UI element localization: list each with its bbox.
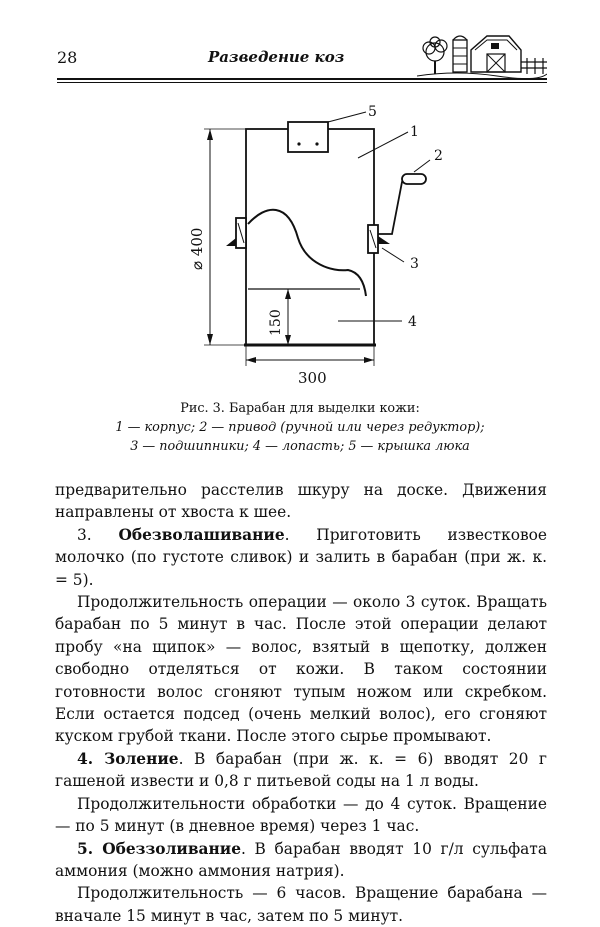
step-heading: Обезволашивание	[118, 525, 285, 544]
caption-legend-line: 3 — подшипники; 4 — лопасть; 5 — крышка люка	[130, 439, 470, 454]
paragraph: Продолжительность операции — около 3 суток. Вращать барабан по 5 минут в час. После этой операции делают пробу «на щипок» — волос, взятый в щепотку, должен свободно отделяться от кожи. В таком состоянии готовности волос сгоняют тупым ножом или скребком. Если остается подсед (очень мелкий волос), его сгоняют куском грубой ткани. После этого сырье промывают.	[55, 593, 547, 746]
callout-4: 4	[408, 314, 417, 330]
blade-curve	[248, 210, 366, 296]
drive-crank	[378, 182, 410, 234]
dim-height-label: ⌀ 400	[188, 227, 206, 270]
paragraph-step-3: 3. Обезволашивание. Приготовить известковое молочко (по густоте сливок) и залить в барабан (при ж. к. = 5).	[55, 525, 547, 589]
callout-2: 2	[434, 148, 443, 164]
page-number: 28	[57, 48, 78, 67]
header-rule	[57, 78, 547, 80]
callout-3: 3	[410, 256, 419, 272]
paragraph: Продолжительность — 6 часов. Вращение барабана — вначале 15 минут в час, затем по 5 минут.	[55, 884, 547, 925]
step-heading: 5.	[77, 839, 103, 858]
drum-body	[246, 129, 374, 345]
step-heading: Обеззоливание	[102, 839, 241, 858]
page-header	[57, 40, 547, 88]
caption-legend-line: 1 — корпус; 2 — привод (ручной или через редуктор);	[115, 420, 485, 435]
step-heading: 4.	[77, 749, 105, 768]
paragraph: предварительно расстелив шкуру на доске. Движения направлены от хвоста к шее.	[55, 481, 547, 522]
hatch-cover	[288, 122, 328, 152]
running-title: Разведение коз	[208, 48, 345, 66]
paragraph-step-5: 5. Обеззоливание. В барабан вводят 10 г/л сульфата аммония (можно аммония натрия).	[55, 839, 547, 880]
dim-width-label: 300	[298, 369, 327, 387]
header-rule-thin	[57, 82, 547, 83]
farm-vignette-illustration	[417, 34, 547, 80]
callout-1: 1	[410, 124, 419, 140]
body-text	[55, 479, 547, 927]
callout-5: 5	[368, 104, 377, 120]
paragraph-step-4: 4. Золение. В барабан (при ж. к. = 6) вводят 20 г гашеной извести и 0,8 г питьевой соды на 1 л воды.	[55, 749, 547, 791]
paragraph: Продолжительности обработки — до 4 суток. Вращение — по 5 минут (в дневное время) через 1 час.	[55, 794, 547, 836]
dim-inner-label: 150	[268, 309, 284, 336]
figure-drum-diagram	[170, 100, 470, 390]
caption-title: Рис. 3. Барабан для выделки кожи:	[180, 401, 420, 416]
step-heading: Золение	[104, 749, 179, 768]
figure-caption	[70, 399, 530, 456]
